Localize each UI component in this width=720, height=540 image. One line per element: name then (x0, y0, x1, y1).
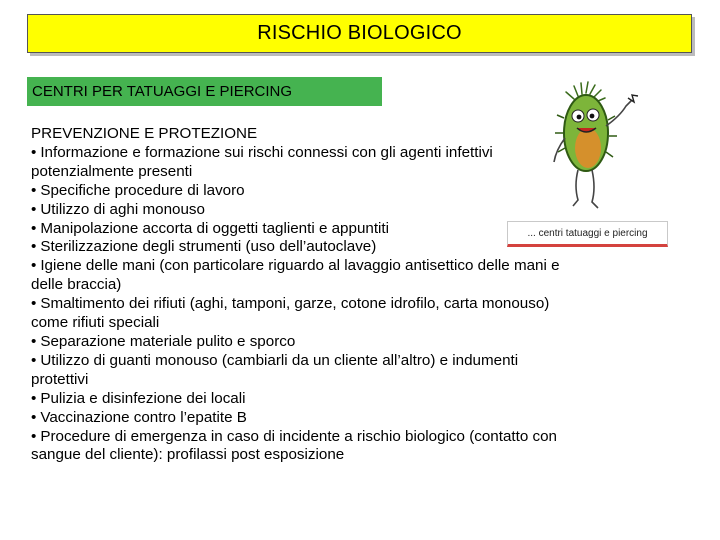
germ-cartoon-icon (548, 78, 648, 228)
figure-caption-text: ... centri tatuaggi e piercing (527, 227, 648, 239)
bullet-icon: • (31, 257, 37, 275)
bullet-icon: • (31, 427, 37, 445)
list-item-text: Igiene delle mani (con particolare riguardo al lavaggio antisettico delle mani e delle braccia) (31, 257, 560, 294)
bullet-icon: • (31, 238, 37, 256)
list-item (31, 333, 571, 352)
content-block (31, 125, 571, 465)
slide-subtitle-text: CENTRI PER TATUAGGI E PIERCING (32, 83, 293, 100)
list-item-text: Utilizzo di guanti monouso (cambiarli da un cliente all’altro) e indumenti protettivi (31, 351, 519, 388)
list-item (31, 409, 571, 428)
list-item-text: Procedure di emergenza in caso di incidente a rischio biologico (contatto con sangue del cliente): profilassi post esposizione (31, 427, 557, 464)
list-item-text: Utilizzo di aghi monouso (40, 200, 205, 218)
bullet-icon: • (31, 143, 37, 161)
list-item (31, 201, 571, 220)
list-item-text: Informazione e formazione sui rischi connessi con gli agenti infettivi potenzialmente presenti (31, 143, 493, 180)
bullet-icon: • (31, 181, 37, 199)
list-item (31, 220, 571, 239)
list-item-text: Vaccinazione contro l’epatite B (40, 408, 247, 426)
list-item (31, 428, 571, 466)
slide-subtitle (27, 77, 382, 106)
bullet-icon: • (31, 351, 37, 369)
list-item-text: Separazione materiale pulito e sporco (40, 332, 296, 350)
section-heading: PREVENZIONE E PROTEZIONE (31, 125, 258, 142)
bullet-icon: • (31, 408, 37, 426)
list-item (31, 238, 571, 257)
slide-title (27, 14, 692, 53)
slide-title-text: RISCHIO BIOLOGICO (257, 22, 462, 44)
bullet-icon: • (31, 332, 37, 350)
list-item (31, 295, 571, 333)
bullet-icon: • (31, 219, 37, 237)
list-item-text: Pulizia e disinfezione dei locali (40, 389, 246, 407)
list-item-text: Sterilizzazione degli strumenti (uso dell’autoclave) (40, 238, 377, 256)
list-item (31, 257, 571, 295)
list-item (31, 352, 571, 390)
figure-caption (507, 221, 668, 247)
list-item-text: Manipolazione accorta di oggetti taglienti e appuntiti (40, 219, 390, 237)
list-item (31, 182, 571, 201)
bullet-icon: • (31, 200, 37, 218)
bullet-icon: • (31, 295, 37, 313)
bullet-list (31, 144, 571, 465)
list-item (31, 390, 571, 409)
list-item-text: Specifiche procedure di lavoro (40, 181, 245, 199)
bullet-icon: • (31, 389, 37, 407)
list-item (31, 144, 571, 182)
list-item-text: Smaltimento dei rifiuti (aghi, tamponi, garze, cotone idrofilo, carta monouso) come rifiuti speciali (31, 295, 550, 332)
